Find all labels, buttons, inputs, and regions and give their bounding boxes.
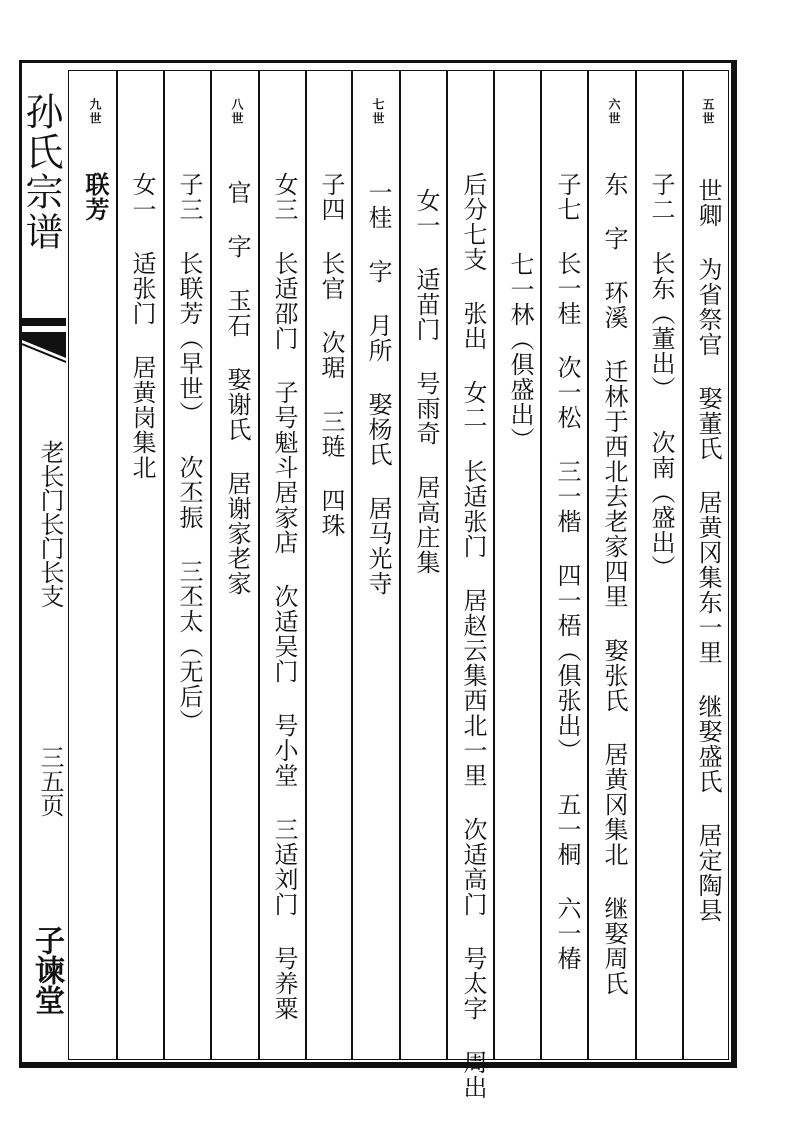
generation-label: 五世 (701, 98, 715, 126)
genealogy-entry: 子四 长官 次琚 三琏 四珠 (317, 172, 345, 538)
genealogy-entry: 官 字 玉石 娶谢氏 居谢家老家 (223, 180, 251, 596)
genealogy-entry: 东 字 环溪 迁林于西北去老家四里 娶张氏 居黄冈集北 继娶周氏 (600, 172, 628, 996)
genealogy-entry: 世卿 为省祭官 娶董氏 居黄冈集东一里 继娶盛氏 居定陶县 (694, 178, 722, 923)
column-divider (210, 70, 212, 1060)
genealogy-title: 孙氏宗谱 (19, 92, 63, 252)
column-divider (493, 70, 495, 1060)
hall-name: 子谏堂 (29, 925, 64, 1015)
genealogy-entry: 女一 适苗门 号雨奇 居高庄集 (412, 188, 440, 575)
column-divider (587, 70, 589, 1060)
genealogy-entry: 七一林（俱盛出） (506, 252, 534, 452)
generation-label: 七世 (371, 98, 385, 126)
generation-label: 九世 (88, 98, 102, 126)
genealogy-entry: 子二 长东（董出） 次南（盛出） (647, 172, 675, 580)
column-divider (163, 70, 165, 1060)
genealogy-entry: 子七 长一桂 次一松 三一楷 四一梧（俱张出） 五一桐 六一椿 (553, 172, 581, 971)
column-divider (258, 70, 260, 1060)
fishtail-mark (22, 318, 66, 366)
column-divider (351, 70, 353, 1060)
page-number: 三五页 (36, 745, 64, 817)
genealogy-entry: 联芳 (81, 172, 110, 222)
column-divider (540, 70, 542, 1060)
generation-label: 八世 (230, 98, 244, 126)
genealogy-entry: 一桂 字 月所 娶杨氏 居马光寺 (364, 180, 392, 596)
column-divider (682, 70, 684, 1060)
branch-label: 老长门长门长支 (36, 440, 64, 608)
genealogy-entry: 女一 适张门 居黄岗集北 (128, 172, 156, 480)
column-divider (635, 70, 637, 1060)
column-divider (305, 70, 307, 1060)
column-divider (116, 70, 118, 1060)
generation-label: 六世 (607, 98, 621, 126)
genealogy-entry: 后分七支 张出 女二 长适张门 居赵云集西北一里 次适高门 号太字 周出 (459, 172, 487, 1100)
genealogy-entry: 子三 长联芳（早世） 次丕振 三丕太（无后） (175, 172, 203, 734)
column-divider (399, 70, 401, 1060)
column-divider (446, 70, 448, 1060)
genealogy-entry: 女三 长适邵门 子号魁斗居家店 次适吴门 号小堂 三适刘门 号养粟 (270, 172, 298, 1021)
